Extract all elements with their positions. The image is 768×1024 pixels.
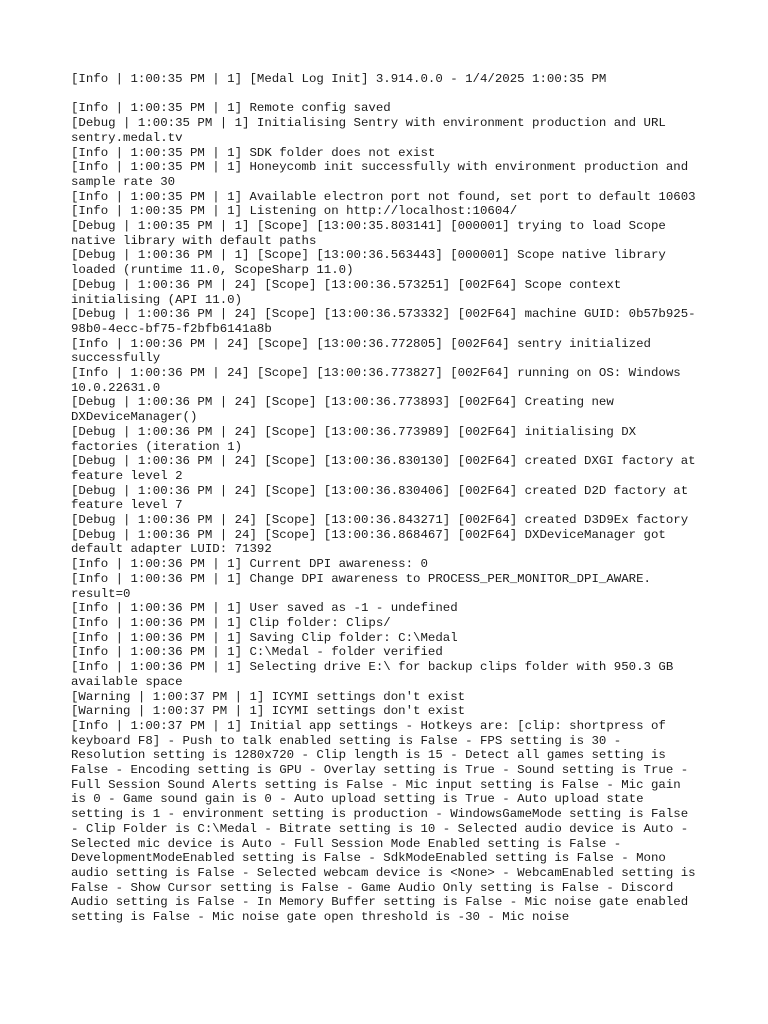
log-line: [Info | 1:00:35 PM | 1] Available electron port not found, set port to default 10603 (71, 189, 696, 204)
log-line: [Info | 1:00:36 PM | 1] C:\Medal - folder verified (71, 645, 443, 660)
log-line: [Info | 1:00:36 PM | 1] Saving Clip folder: C:\Medal (71, 630, 458, 645)
log-line: [Debug | 1:00:36 PM | 24] [Scope] [13:00:36.573251] [002F64] Scope context initialising (API 11.0) (71, 277, 629, 307)
log-document (71, 72, 704, 925)
log-line: [Info | 1:00:36 PM | 24] [Scope] [13:00:36.772805] [002F64] sentry initialized successfully (71, 336, 659, 366)
log-header-line: [Info | 1:00:35 PM | 1] [Medal Log Init] 3.914.0.0 - 1/4/2025 1:00:35 PM (71, 72, 607, 86)
log-line: [Debug | 1:00:35 PM | 1] Initialising Sentry with environment production and URL sentry.medal.tv (71, 116, 674, 145)
log-line: [Info | 1:00:36 PM | 1] Clip folder: Clips/ (71, 616, 391, 630)
log-line: [Debug | 1:00:36 PM | 24] [Scope] [13:00:36.830406] [002F64] created D2D factory at feature level 7 (71, 483, 696, 513)
log-line: [Info | 1:00:35 PM | 1] SDK folder does not exist (71, 145, 436, 160)
log-line: [Info | 1:00:35 PM | 1] Remote config saved (71, 101, 391, 116)
log-line: [Debug | 1:00:36 PM | 24] [Scope] [13:00:36.773989] [002F64] initialising DX factories (iteration 1) (71, 424, 644, 454)
log-line: [Info | 1:00:36 PM | 1] Current DPI awareness: 0 (71, 557, 428, 572)
log-line: [Info | 1:00:36 PM | 1] Selecting drive E:\ for backup clips folder with 950.3 GB available space (71, 660, 681, 689)
log-line: [Debug | 1:00:36 PM | 24] [Scope] [13:00:36.843271] [002F64] created D3D9Ex factory (71, 513, 689, 528)
log-line: [Debug | 1:00:35 PM | 1] [Scope] [13:00:35.803141] [000001] trying to load Scope native library with default paths (71, 219, 674, 248)
log-line: [Debug | 1:00:36 PM | 24] [Scope] [13:00:36.773893] [002F64] Creating new DXDeviceManager() (71, 395, 622, 425)
log-line: [Info | 1:00:36 PM | 1] Change DPI awareness to PROCESS_PER_MONITOR_DPI_AWARE. result=0 (71, 571, 659, 601)
log-line: [Debug | 1:00:36 PM | 1] [Scope] [13:00:36.563443] [000001] Scope native library loaded (runtime 11.0, ScopeSharp 11.0) (71, 248, 674, 278)
log-line: [Info | 1:00:35 PM | 1] Listening on http://localhost:10604/ (71, 204, 518, 219)
log-line: [Debug | 1:00:36 PM | 24] [Scope] [13:00:36.868467] [002F64] DXDeviceManager got default adapter LUID: 71392 (71, 527, 674, 557)
log-line: [Info | 1:00:36 PM | 24] [Scope] [13:00:36.773827] [002F64] running on OS: Windows 10.0.22631.0 (71, 366, 689, 395)
log-lines (71, 101, 704, 925)
log-line: [Warning | 1:00:37 PM | 1] ICYMI settings don't exist (71, 704, 466, 719)
log-line: [Info | 1:00:36 PM | 1] User saved as -1 - undefined (71, 601, 458, 616)
log-line: [Warning | 1:00:37 PM | 1] ICYMI settings don't exist (71, 689, 466, 704)
log-line: [Debug | 1:00:36 PM | 24] [Scope] [13:00:36.830130] [002F64] created DXGI factory at feature level 2 (71, 454, 704, 483)
log-line: [Info | 1:00:35 PM | 1] Honeycomb init successfully with environment production and sample rate 30 (71, 160, 696, 189)
log-line: [Info | 1:00:37 PM | 1] Initial app settings - Hotkeys are: [clip: shortpress of keyboard F8] - Push to talk enabled setting is False - FPS setting is 30 - Resolution setting is 1280x720 - Clip length is 15 - Detect all games setting is False - Encoding setting is GPU - Overlay setting is True - Sound setting is True - Full Session Sound Alerts setting is False - Mic input setting is False - Mic gain is 0 - Game sound gain is 0 - Auto upload setting is True - Auto upload state setting is 1 - environment setting is production - WindowsGameMode setting is False - Clip Folder is C:\Medal - Bitrate setting is 10 - Selected audio device is Auto - Selected mic device is Auto - Full Session Mode Enabled setting is False - DevelopmentModeEnabled setting is False - SdkModeEnabled setting is False - Mono audio setting is False - Selected webcam device is <None> - WebcamEnabled setting is False - Show Cursor setting is False - Game Audio Only setting is False - Discord Audio setting is False - In Memory Buffer setting is False - Mic noise gate enabled setting is False - Mic noise gate open threshold is -30 - Mic noise (71, 718, 704, 925)
log-line: [Debug | 1:00:36 PM | 24] [Scope] [13:00:36.573332] [002F64] machine GUID: 0b57b925-98b0-4ecc-bf75-f2bfb6141a8b (71, 307, 696, 336)
